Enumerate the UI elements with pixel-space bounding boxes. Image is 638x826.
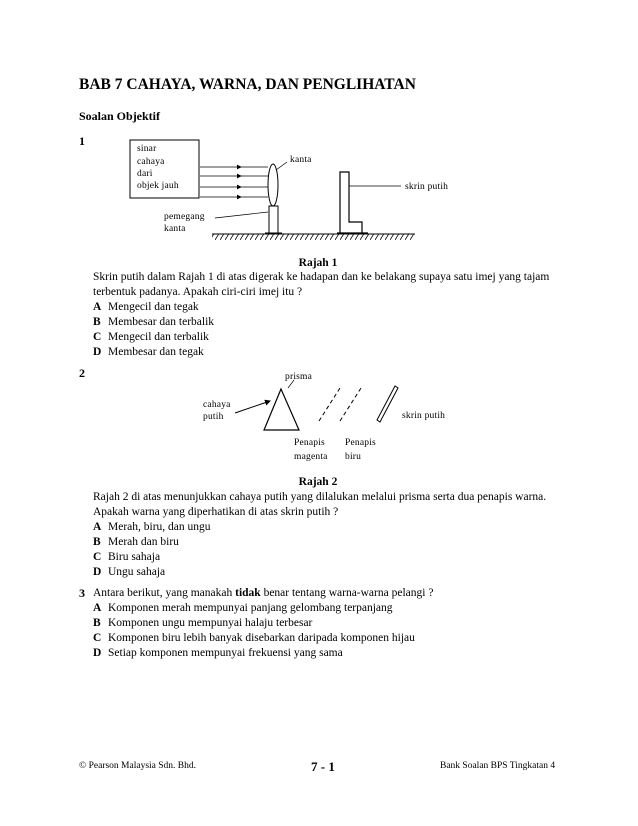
option-text: Biru sahaja bbox=[108, 551, 161, 563]
page-number: 7 - 1 bbox=[311, 759, 335, 774]
footer-book-title: Bank Soalan BPS Tingkatan 4 bbox=[440, 761, 556, 771]
label-kanta: kanta bbox=[290, 155, 312, 165]
question-3-number: 3 bbox=[79, 586, 85, 600]
option-text: Membesar dan tegak bbox=[108, 346, 204, 358]
option-text: Komponen biru lebih banyak disebarkan daripada komponen hijau bbox=[108, 632, 415, 644]
q2-option-a[interactable] bbox=[93, 520, 211, 535]
option-letter: B bbox=[93, 316, 101, 328]
q1-stem-line-1: Skrin putih dalam Rajah 1 di atas digerak ke hadapan dan ke belakang supaya satu imej yang tajam bbox=[93, 271, 550, 283]
option-letter: D bbox=[93, 647, 102, 659]
q3-option-b[interactable] bbox=[93, 616, 312, 631]
option-text: Setiap komponen mempunyai frekuensi yang sama bbox=[108, 647, 343, 659]
option-text: Komponen ungu mempunyai halaju terbesar bbox=[108, 617, 313, 629]
q3-stem-bold: tidak bbox=[235, 587, 261, 599]
option-letter: D bbox=[93, 346, 102, 358]
q2-stem-line-1: Rajah 2 di atas menunjukkan cahaya putih yang dilalukan melalui prisma serta dua penapis warna. bbox=[93, 491, 547, 503]
q3-stem-after: benar tentang warna-warna pelangi ? bbox=[260, 587, 434, 599]
label-putih: putih bbox=[203, 412, 224, 422]
label-prisma: prisma bbox=[285, 372, 313, 382]
label-penapis-magenta-1: Penapis bbox=[294, 438, 325, 448]
option-letter: A bbox=[93, 521, 102, 533]
label-skrin-putih-2: skrin putih bbox=[402, 411, 446, 421]
chapter-title: BAB 7 CAHAYA, WARNA, DAN PENGLIHATAN bbox=[79, 76, 416, 93]
screen-2-shape bbox=[377, 386, 398, 422]
label-penapis-biru-1: Penapis bbox=[345, 438, 376, 448]
q3-option-d[interactable] bbox=[93, 646, 343, 661]
q2-option-d[interactable] bbox=[93, 565, 165, 580]
footer-copyright: © Pearson Malaysia Sdn. Bhd. bbox=[79, 761, 196, 771]
q3-option-c[interactable] bbox=[93, 631, 415, 646]
option-letter: B bbox=[93, 617, 101, 629]
question-1-number: 1 bbox=[79, 134, 85, 148]
label-cahaya: cahaya bbox=[137, 157, 165, 167]
q3-stem bbox=[93, 586, 433, 601]
label-penapis-magenta-2: magenta bbox=[294, 452, 328, 462]
section-subtitle: Soalan Objektif bbox=[79, 109, 161, 123]
question-2-number: 2 bbox=[79, 366, 85, 380]
option-text: Ungu sahaja bbox=[108, 566, 166, 578]
option-text: Membesar dan terbalik bbox=[108, 316, 215, 328]
q1-stem-line-2: terbentuk padanya. Apakah ciri-ciri imej itu ? bbox=[93, 286, 303, 298]
option-letter: C bbox=[93, 632, 102, 644]
option-letter: C bbox=[93, 331, 102, 343]
label-sinar: sinar bbox=[137, 144, 157, 154]
q2-option-b[interactable] bbox=[93, 535, 179, 550]
option-letter: D bbox=[93, 566, 102, 578]
option-letter: A bbox=[93, 301, 102, 313]
q3-stem-before: Antara berikut, yang manakah bbox=[93, 587, 236, 599]
option-text: Mengecil dan tegak bbox=[108, 301, 199, 313]
option-letter: C bbox=[93, 551, 102, 563]
label-penapis-biru-2: biru bbox=[345, 452, 362, 462]
magenta-filter-line bbox=[319, 388, 340, 421]
q3-option-a[interactable] bbox=[93, 601, 393, 616]
label-objek-jauh: objek jauh bbox=[137, 181, 179, 191]
white-light-ray bbox=[235, 401, 270, 413]
q2-option-c[interactable] bbox=[93, 550, 160, 565]
label-pemegang: pemegang bbox=[164, 212, 205, 222]
option-text: Merah, biru, dan ungu bbox=[108, 521, 211, 533]
label-kanta-holder: kanta bbox=[164, 224, 186, 234]
prism-triangle bbox=[264, 389, 299, 430]
label-cahaya-2: cahaya bbox=[203, 400, 231, 410]
label-skrin-putih-1: skrin putih bbox=[405, 182, 449, 192]
option-text: Mengecil dan terbalik bbox=[108, 331, 209, 343]
q2-stem-line-2: Apakah warna yang diperhatikan di atas skrin putih ? bbox=[93, 506, 339, 518]
blue-filter-line bbox=[340, 388, 361, 421]
option-text: Komponen merah mempunyai panjang gelombang terpanjang bbox=[108, 602, 393, 614]
option-letter: A bbox=[93, 602, 102, 614]
option-text: Merah dan biru bbox=[108, 536, 179, 548]
label-dari: dari bbox=[137, 169, 153, 179]
caption-rajah-2: Rajah 2 bbox=[298, 476, 338, 488]
caption-rajah-1: Rajah 1 bbox=[298, 257, 338, 269]
option-letter: B bbox=[93, 536, 101, 548]
